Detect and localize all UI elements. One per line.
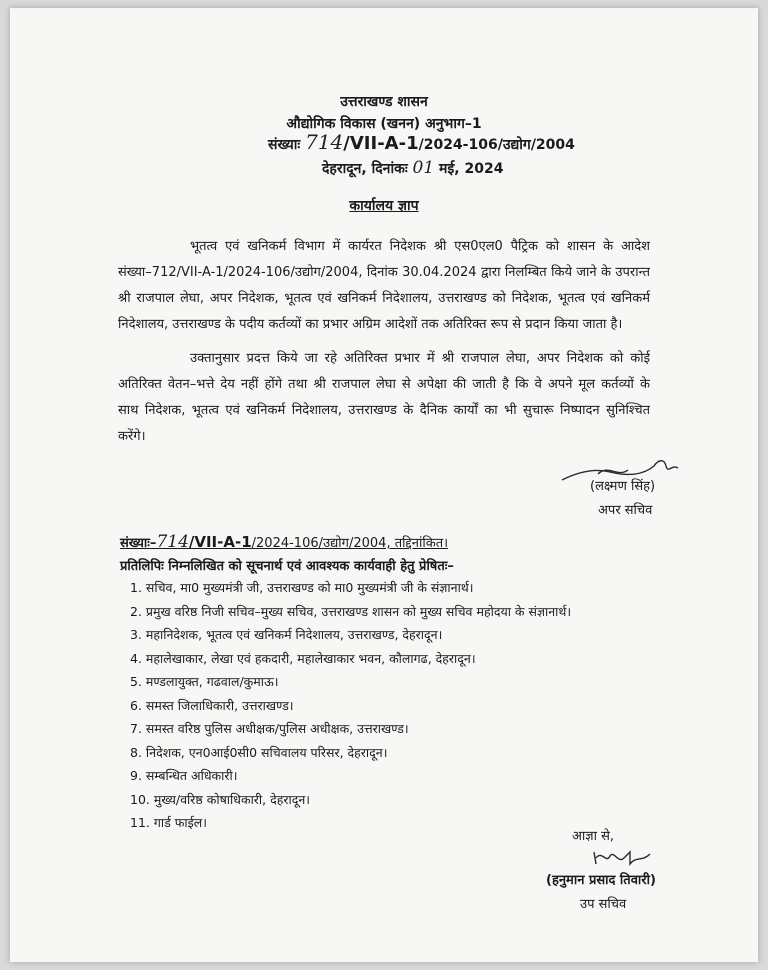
department-heading: औद्योगिक विकास (खनन) अनुभाग–1 — [286, 116, 482, 132]
paragraph-2-line: साथ निदेशक, भूतत्व एवं खनिकर्म निदेशालय, उत्तराखण्ड के दैनिक कार्यों का भी सुचारू निष्पादन सुनिश्चित — [118, 403, 650, 418]
document-page — [10, 8, 758, 962]
list-item: 2. प्रमुख वरिष्ठ निजी सचिव–मुख्य सचिव, उत्तराखण्ड शासन को मुख्य सचिव महोदया के संज्ञानार्थ। — [130, 603, 572, 619]
ref-suffix: /2024-106/उद्योग/2004 — [418, 137, 575, 153]
government-heading: उत्तराखण्ड शासन — [340, 94, 428, 110]
copy-ref-code: /VII-A-1 — [188, 533, 252, 551]
copy-ref-suffix: /2024-106/उद्योग/2004, तद्दिनांकित। — [251, 536, 449, 551]
ref-prefix: संख्याः — [268, 137, 301, 153]
paragraph-1-line: भूतत्व एवं खनिकर्म विभाग में कार्यरत निदेशक श्री एस0एल0 पैट्रिक को शासन के आदेश — [190, 239, 650, 254]
list-item: 5. मण्डलायुक्त, गढवाल/कुमाऊ। — [130, 674, 279, 689]
list-item: 6. समस्त जिलाधिकारी, उत्तराखण्ड। — [130, 697, 294, 713]
list-item: 11. गार्ड फाईल। — [130, 815, 208, 830]
copy-reference-number — [120, 532, 448, 552]
list-item: 4. महालेखाकार, लेखा एवं हकदारी, महालेखाकार भवन, कौलागढ, देहरादून। — [130, 650, 476, 666]
paragraph-1-line: श्री राजपाल लेघा, अपर निदेशक, भूतत्व एवं खनिकर्म निदेशालय, उत्तराखण्ड को निदेशक, भूतत्व एवं खनिकर्म — [118, 291, 650, 306]
signatory-2-designation: उप सचिव — [580, 897, 627, 912]
date-rest: मई, 2024 — [439, 161, 504, 177]
by-order-label: आज्ञा से, — [572, 829, 615, 844]
copy-ref-handwritten-number: 714 — [156, 532, 189, 552]
paragraph-1 — [118, 234, 650, 338]
paragraph-2-line: उक्तानुसार प्रदत्त किये जा रहे अतिरिक्त प्रभार में श्री राजपाल लेघा, अपर निदेशक को कोई — [190, 351, 650, 366]
issue-date — [322, 158, 503, 178]
paragraph-2 — [118, 346, 650, 450]
recipient-list — [130, 576, 571, 835]
date-prefix: देहरादून, दिनांकः — [322, 161, 408, 177]
signatory-2-name: (हनुमान प्रसाद तिवारी) — [546, 873, 656, 888]
copy-ref-prefix: संख्याः– — [120, 536, 157, 551]
ref-code: /VII-A-1 — [343, 133, 419, 154]
paragraph-1-line: संख्या–712/VII-A-1/2024-106/उद्योग/2004, दिनांक 30.04.2024 द्वारा निलम्बित किये जाने के उपरान्त — [118, 265, 650, 280]
date-day-handwritten: 01 — [412, 158, 435, 178]
paragraph-2-line: अतिरिक्त वेतन–भत्ते देय नहीं होंगे तथा श्री राजपाल लेघा से अपेक्षा की जाती है कि वे अपने मूल कर्तव्यों के — [118, 377, 650, 392]
ref-handwritten-number: 714 — [305, 130, 344, 154]
paragraph-1-line: निदेशालय, उत्तराखण्ड के पदीय कर्तव्यों का प्रभार अग्रिम आदेशों तक अतिरिक्त रूप से प्रदान किया जाता है। — [118, 317, 623, 332]
list-item: 8. निदेशक, एन0आई0सी0 सचिवालय परिसर, देहरादून। — [130, 744, 388, 760]
list-item: 3. महानिदेशक, भूतत्व एवं खनिकर्म निदेशालय, उत्तराखण्ड, देहरादून। — [130, 627, 443, 642]
list-item: 10. मुख्य/वरिष्ठ कोषाधिकारी, देहरादून। — [130, 791, 311, 807]
list-item: 1. सचिव, मा0 मुख्यमंत्री जी, उत्तराखण्ड को मा0 मुख्यमंत्री जी के संज्ञानार्थ। — [130, 580, 474, 595]
signature-2-scrawl — [590, 846, 656, 870]
paragraph-2-line: करेंगे। — [118, 429, 146, 444]
signatory-1-name: (लक्ष्मण सिंह) — [590, 479, 656, 494]
list-item: 7. समस्त वरिष्ठ पुलिस अधीक्षक/पुलिस अधीक्षक, उत्तराखण्ड। — [130, 721, 409, 736]
reference-number — [268, 130, 575, 154]
copy-intro: प्रतिलिपिः निम्नलिखित को सूचनार्थ एवं आवश्यक कार्यवाही हेतु प्रेषितः– — [120, 559, 454, 574]
memo-title: कार्यालय ज्ञाप — [349, 198, 419, 214]
list-item: 9. सम्बन्धित अधिकारी। — [130, 768, 238, 783]
signatory-1-designation: अपर सचिव — [598, 503, 653, 518]
